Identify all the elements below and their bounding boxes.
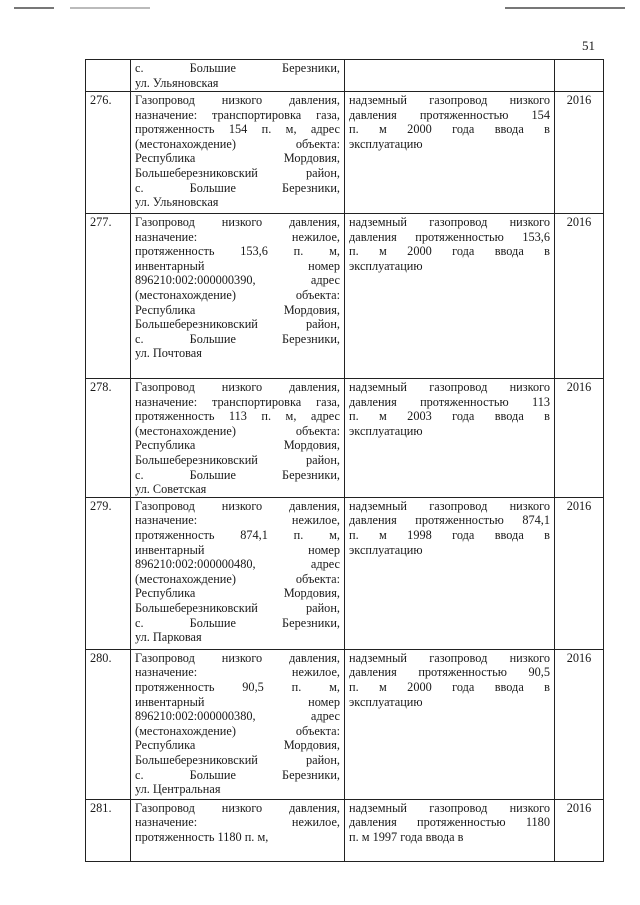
feat-line xyxy=(349,215,550,230)
word: низкого xyxy=(221,800,263,815)
word: протяженностью xyxy=(415,229,504,244)
word: Мордовия, xyxy=(283,302,340,317)
word: нежилое, xyxy=(291,815,340,830)
word: транспортировка xyxy=(212,107,302,122)
word: с. xyxy=(135,467,144,482)
word: надземный xyxy=(349,215,407,229)
word: (местонахождение) xyxy=(135,723,236,738)
word: 2000 xyxy=(407,122,432,137)
word: Мордовия, xyxy=(283,438,340,453)
word: инвентарный xyxy=(135,694,205,709)
table-row xyxy=(86,379,604,498)
scan-mark xyxy=(70,7,150,9)
desc-line: протяженность 1180 п. м, xyxy=(135,829,269,844)
word: давления, xyxy=(289,93,340,107)
word: район, xyxy=(306,752,340,767)
word: нежилое, xyxy=(291,513,340,528)
desc-line xyxy=(135,259,340,274)
word: 154 xyxy=(531,107,550,122)
desc-line xyxy=(135,230,340,245)
feat-line: п. м 1997 года ввода в xyxy=(349,829,464,844)
word: надземный xyxy=(349,93,407,107)
desc-line xyxy=(135,137,340,152)
word: Березники, xyxy=(282,331,340,346)
desc-line xyxy=(135,651,340,666)
word: номер xyxy=(308,542,340,557)
word: низкого xyxy=(509,215,550,229)
word: газопровод xyxy=(429,800,488,815)
word: инвентарный xyxy=(135,258,205,273)
word: протяженностью xyxy=(417,815,506,830)
feat-line xyxy=(349,801,550,816)
word: 896210:002:000000380, xyxy=(135,709,256,724)
desc-line xyxy=(135,801,340,816)
year-cell xyxy=(555,60,604,92)
word: давления xyxy=(349,229,397,244)
feat-line xyxy=(349,380,550,395)
word: инвентарный xyxy=(135,542,205,557)
word: (местонахождение) xyxy=(135,423,236,438)
word: п. xyxy=(349,527,359,542)
word: п. xyxy=(349,409,359,424)
object-features-cell xyxy=(345,60,555,92)
word: район, xyxy=(306,165,340,180)
desc-line xyxy=(135,395,340,410)
word: Большеберезниковский xyxy=(135,600,258,615)
word: п. xyxy=(261,122,272,137)
object-description-cell xyxy=(131,379,345,498)
word: Мордовия, xyxy=(283,151,340,166)
word: давления, xyxy=(289,800,340,815)
word: адрес xyxy=(310,557,340,572)
desc-line xyxy=(135,93,340,108)
word: нежилое, xyxy=(291,229,340,244)
word: протяженность xyxy=(135,122,215,137)
word: Республика xyxy=(135,438,196,453)
word: 874,1 xyxy=(522,513,550,528)
word: м, xyxy=(285,409,297,424)
word: года xyxy=(452,244,475,259)
word: (местонахождение) xyxy=(135,571,236,586)
word: ввода xyxy=(494,244,524,259)
word: протяженность xyxy=(135,244,215,259)
word: Большеберезниковский xyxy=(135,752,258,767)
word: 1998 xyxy=(407,527,432,542)
word: протяженностью xyxy=(418,665,507,680)
word: Большеберезниковский xyxy=(135,165,258,180)
word: объекта: xyxy=(295,287,340,302)
object-description-cell xyxy=(131,92,345,214)
desc-line xyxy=(135,380,340,395)
word: в xyxy=(544,122,550,137)
word: Республика xyxy=(135,302,196,317)
feat-line xyxy=(349,244,550,259)
word: объекта: xyxy=(295,723,340,738)
word: 154 xyxy=(228,122,248,137)
word: Мордовия, xyxy=(283,738,340,753)
year-cell: 2016 xyxy=(555,379,604,498)
word: ввода xyxy=(494,409,524,424)
word: газопровод xyxy=(429,215,488,229)
feat-line xyxy=(349,122,550,137)
desc-line xyxy=(135,768,340,783)
desc-line: ул. Советская xyxy=(135,482,207,497)
desc-line xyxy=(135,453,340,468)
scan-mark xyxy=(505,7,625,9)
desc-line: ул. Центральная xyxy=(135,782,221,797)
word: Газопровод xyxy=(135,93,195,107)
desc-line xyxy=(135,543,340,558)
desc-line xyxy=(135,273,340,288)
word: м xyxy=(379,527,387,542)
feat-line: эксплуатацию xyxy=(349,136,423,151)
desc-line xyxy=(135,332,340,347)
word: п. xyxy=(293,244,304,259)
word: номер xyxy=(308,694,340,709)
word: Большие xyxy=(189,180,236,195)
word: года xyxy=(452,409,475,424)
year-cell: 2016 xyxy=(555,92,604,214)
word: газопровод xyxy=(429,93,488,107)
word: давления, xyxy=(289,498,340,513)
word: п. xyxy=(349,244,359,259)
object-features-cell xyxy=(345,649,555,799)
word: давления xyxy=(349,513,397,528)
word: 153,6 xyxy=(240,244,268,259)
word: давления, xyxy=(289,215,340,229)
word: 113 xyxy=(228,409,247,424)
word: Большие xyxy=(189,467,236,482)
word: м xyxy=(379,679,387,694)
desc-line xyxy=(135,215,340,230)
word: Березники, xyxy=(282,180,340,195)
table-row xyxy=(86,214,604,379)
word: низкого xyxy=(221,215,263,229)
desc-line xyxy=(135,601,340,616)
word: адрес xyxy=(310,409,340,424)
word: ввода xyxy=(494,679,524,694)
word: протяженность xyxy=(135,409,215,424)
row-number xyxy=(86,60,131,92)
scan-mark xyxy=(14,7,54,9)
word: газопровод xyxy=(429,650,488,665)
year-cell: 2016 xyxy=(555,214,604,379)
word: низкого xyxy=(509,93,550,107)
object-features-cell xyxy=(345,799,555,861)
feat-line xyxy=(349,680,550,695)
word: в xyxy=(544,409,550,424)
word: низкого xyxy=(509,380,550,394)
word: назначение: xyxy=(135,107,198,122)
word: низкого xyxy=(221,498,263,513)
feat-line xyxy=(349,395,550,410)
word: Большеберезниковский xyxy=(135,452,258,467)
feat-line xyxy=(349,815,550,830)
desc-line xyxy=(135,438,340,453)
desc-line xyxy=(135,424,340,439)
word: 90,5 xyxy=(528,665,550,680)
word: низкого xyxy=(221,93,263,107)
word: низкого xyxy=(509,498,550,513)
word: давления xyxy=(349,815,397,830)
desc-line xyxy=(135,680,340,695)
feat-line xyxy=(349,93,550,108)
feat-line: эксплуатацию xyxy=(349,423,423,438)
word: м, xyxy=(285,122,297,137)
object-description-cell xyxy=(131,60,345,92)
word: 1180 xyxy=(525,815,550,830)
word: адрес xyxy=(310,122,340,137)
desc-line xyxy=(135,151,340,166)
word: ввода xyxy=(494,527,524,542)
word: Большие xyxy=(189,331,236,346)
desc-line xyxy=(135,753,340,768)
feat-line xyxy=(349,528,550,543)
word: в xyxy=(544,679,550,694)
word: в xyxy=(544,527,550,542)
desc-line xyxy=(135,108,340,123)
desc-line xyxy=(135,738,340,753)
feat-line: эксплуатацию xyxy=(349,542,423,557)
desc-line: ул. Почтовая xyxy=(135,346,202,361)
desc-line xyxy=(135,409,340,424)
word: Газопровод xyxy=(135,380,195,394)
word: Газопровод xyxy=(135,800,195,815)
desc-line xyxy=(135,572,340,587)
word: 896210:002:000000480, xyxy=(135,557,256,572)
desc-line xyxy=(135,695,340,710)
word: 153,6 xyxy=(522,229,550,244)
word: низкого xyxy=(509,650,550,665)
desc-line xyxy=(135,528,340,543)
table-row xyxy=(86,649,604,799)
desc-line xyxy=(135,288,340,303)
desc-line xyxy=(135,815,340,830)
word: года xyxy=(452,122,475,137)
table-row xyxy=(86,497,604,649)
word: надземный xyxy=(349,800,407,815)
desc-line xyxy=(135,317,340,332)
desc-line xyxy=(135,665,340,680)
word: район, xyxy=(306,600,340,615)
row-number: 281. xyxy=(86,799,131,861)
word: ввода xyxy=(494,122,524,137)
word: Республика xyxy=(135,738,196,753)
word: протяженностью xyxy=(419,107,509,122)
word: м xyxy=(379,244,387,259)
word: Газопровод xyxy=(135,498,195,513)
word: надземный xyxy=(349,498,407,513)
word: Березники, xyxy=(282,767,340,782)
table-row xyxy=(86,799,604,861)
word: надземный xyxy=(349,380,407,394)
word: надземный xyxy=(349,650,407,665)
word: объекта: xyxy=(295,571,340,586)
word: Березники, xyxy=(282,615,340,630)
word: давления xyxy=(349,107,397,122)
word: нежилое, xyxy=(291,665,340,680)
word: (местонахождение) xyxy=(135,136,236,151)
word: в xyxy=(544,244,550,259)
word: п. xyxy=(349,122,359,137)
object-features-cell xyxy=(345,379,555,498)
word: м, xyxy=(329,527,340,542)
word: года xyxy=(452,679,475,694)
desc-line xyxy=(135,122,340,137)
feat-line xyxy=(349,409,550,424)
desc-line xyxy=(135,244,340,259)
table-row xyxy=(86,92,604,214)
desc-line xyxy=(135,616,340,631)
desc-line: ул. Парковая xyxy=(135,630,202,645)
desc-line xyxy=(135,303,340,318)
word: Республика xyxy=(135,151,196,166)
desc-line xyxy=(135,709,340,724)
word: 90,5 xyxy=(242,679,264,694)
word: назначение: xyxy=(135,665,198,680)
word: район, xyxy=(306,452,340,467)
desc-line: ул. Ульяновская xyxy=(135,75,219,90)
desc-line xyxy=(135,724,340,739)
year-cell: 2016 xyxy=(555,497,604,649)
word: м xyxy=(379,122,387,137)
word: с. xyxy=(135,615,144,630)
word: протяженностью xyxy=(420,394,509,409)
page-number: 51 xyxy=(582,38,595,53)
word: район, xyxy=(306,317,340,332)
word: с. xyxy=(135,180,144,195)
word: Большие xyxy=(189,615,236,630)
word: газопровод xyxy=(429,380,488,394)
word: адрес xyxy=(310,273,340,288)
object-description-cell xyxy=(131,497,345,649)
word: 2000 xyxy=(407,244,432,259)
word: объекта: xyxy=(295,136,340,151)
word: низкого xyxy=(509,800,550,815)
word: назначение: xyxy=(135,815,198,830)
word: транспортировка xyxy=(212,394,302,409)
desc-line xyxy=(135,586,340,601)
word: 896210:002:000000390, xyxy=(135,273,256,288)
word: протяженность xyxy=(135,679,215,694)
word: п. xyxy=(261,409,272,424)
word: газа, xyxy=(316,394,340,409)
word: давления xyxy=(349,665,397,680)
table-row xyxy=(86,60,604,92)
row-number: 279. xyxy=(86,497,131,649)
word: давления, xyxy=(289,650,340,665)
row-number: 276. xyxy=(86,92,131,214)
object-description-cell xyxy=(131,649,345,799)
property-registry-table xyxy=(85,59,604,862)
word: п. xyxy=(291,679,302,694)
word: назначение: xyxy=(135,394,198,409)
feat-line xyxy=(349,651,550,666)
word: 874,1 xyxy=(240,527,268,542)
desc-line xyxy=(135,557,340,572)
year-cell: 2016 xyxy=(555,799,604,861)
desc-line xyxy=(135,181,340,196)
word: с. xyxy=(135,331,144,346)
object-description-cell xyxy=(131,214,345,379)
word: Березники, xyxy=(282,467,340,482)
word: низкого xyxy=(221,650,263,665)
feat-line xyxy=(349,108,550,123)
row-number: 280. xyxy=(86,649,131,799)
word: м, xyxy=(329,244,340,259)
word: давления, xyxy=(289,380,340,394)
word: Большие xyxy=(189,61,236,75)
object-features-cell xyxy=(345,92,555,214)
word: адрес xyxy=(310,709,340,724)
desc-line xyxy=(135,513,340,528)
feat-line: эксплуатацию xyxy=(349,694,423,709)
word: объекта: xyxy=(295,423,340,438)
word: Газопровод xyxy=(135,215,195,229)
word: Мордовия, xyxy=(283,586,340,601)
desc-line: ул. Ульяновская xyxy=(135,195,219,210)
word: Березники, xyxy=(282,61,340,75)
word: номер xyxy=(308,258,340,273)
feat-line: эксплуатацию xyxy=(349,258,423,273)
word: назначение: xyxy=(135,513,198,528)
word: низкого xyxy=(221,380,263,394)
word: м xyxy=(379,409,387,424)
word: Большие xyxy=(189,767,236,782)
word: газа, xyxy=(316,107,340,122)
feat-line xyxy=(349,513,550,528)
word: года xyxy=(452,527,475,542)
word: 2003 xyxy=(407,409,432,424)
word: назначение: xyxy=(135,229,198,244)
desc-line xyxy=(135,166,340,181)
word: давления xyxy=(349,394,397,409)
word: протяженностью xyxy=(415,513,504,528)
word: п. xyxy=(293,527,304,542)
word: Республика xyxy=(135,586,196,601)
object-description-cell xyxy=(131,799,345,861)
word: 113 xyxy=(532,394,550,409)
object-features-cell xyxy=(345,214,555,379)
word: с. xyxy=(135,61,144,75)
desc-line xyxy=(135,468,340,483)
word: Большеберезниковский xyxy=(135,317,258,332)
feat-line xyxy=(349,499,550,514)
word: протяженность xyxy=(135,527,215,542)
word: п. xyxy=(349,679,359,694)
object-features-cell xyxy=(345,497,555,649)
feat-line xyxy=(349,665,550,680)
row-number: 277. xyxy=(86,214,131,379)
word: (местонахождение) xyxy=(135,287,236,302)
word: 2000 xyxy=(407,679,432,694)
word: газопровод xyxy=(429,498,488,513)
word: Газопровод xyxy=(135,650,195,665)
word: м, xyxy=(329,679,340,694)
desc-line xyxy=(135,499,340,514)
row-number: 278. xyxy=(86,379,131,498)
year-cell: 2016 xyxy=(555,649,604,799)
word: с. xyxy=(135,767,144,782)
feat-line xyxy=(349,230,550,245)
desc-line xyxy=(135,61,340,76)
